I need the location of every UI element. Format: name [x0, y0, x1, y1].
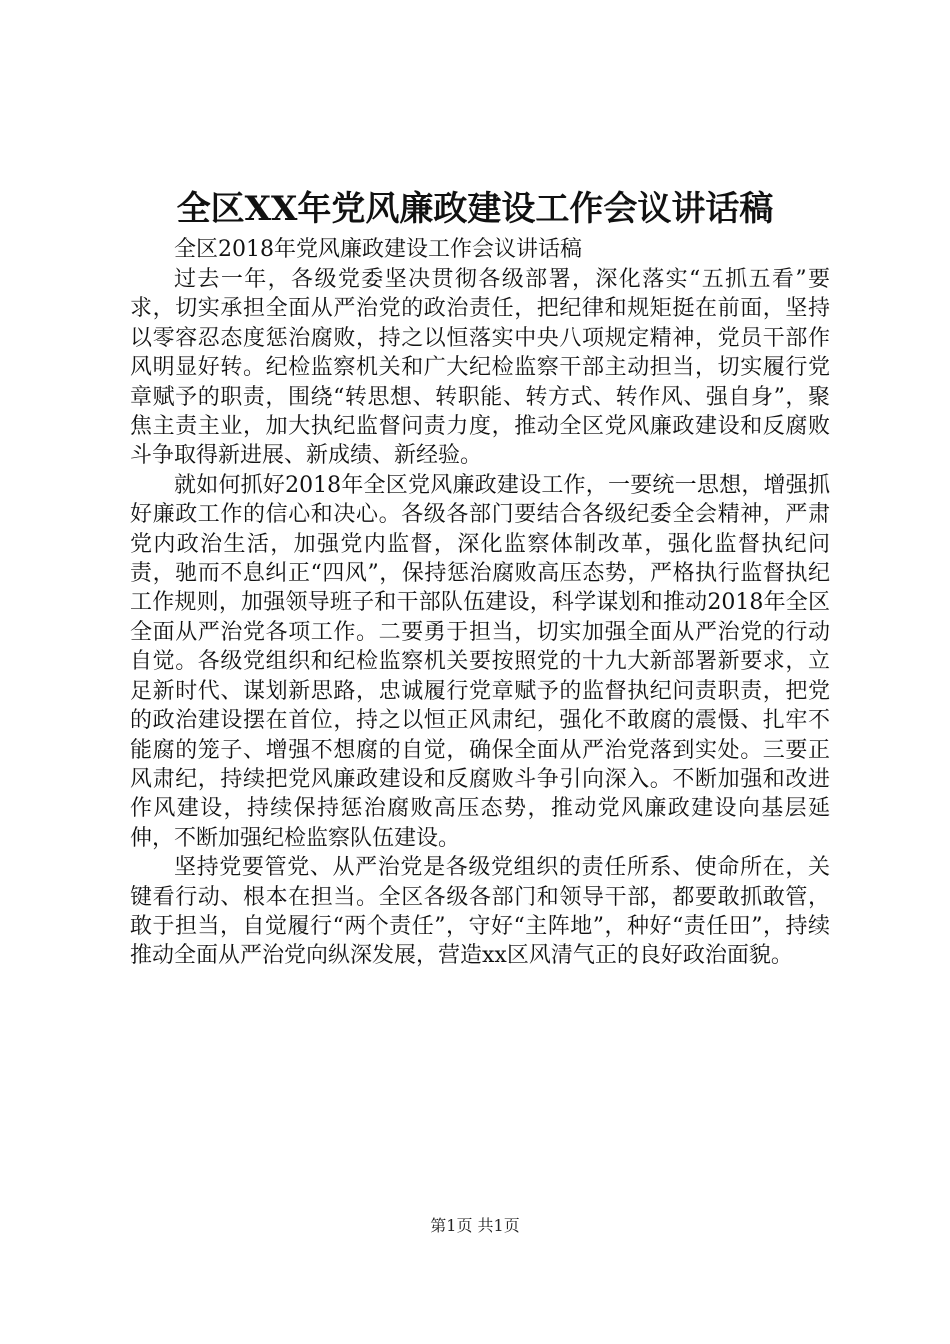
document-subtitle: 全区2018年党风廉政建设工作会议讲话稿	[174, 237, 582, 262]
document-body	[130, 234, 830, 971]
paragraph: 过去一年，各级党委坚决贯彻各级部署，深化落实“五抓五看”要求，切实承担全面从严治党的政治责任，把纪律和规矩挺在前面，坚持以零容忍态度惩治腐败，持之以恒落实中央八项规定精神，党员干部作风明显好转。纪检监察机关和广大纪检监察干部主动担当，切实履行党章赋予的职责，围绕“转思想、转职能、转方式、转作风、强自身”，聚焦主责主业，加大执纪监督问责力度，推动全区党风廉政建设和反腐败斗争取得新进展、新成绩、新经验。	[130, 267, 830, 469]
page-title: 全区XX年党风廉政建设工作会议讲话稿	[176, 189, 774, 229]
paragraph: 就如何抓好2018年全区党风廉政建设工作，一要统一思想，增强抓好廉政工作的信心和决心。各级各部门要结合各级纪委全会精神，严肃党内政治生活，加强党内监督，深化监察体制改革，强化监督执纪问责，驰而不息纠正“四风”，保持惩治腐败高压态势，严格执行监督执纪工作规则，加强领导班子和干部队伍建设，科学谋划和推动2018年全区全面从严治党各项工作。二要勇于担当，切实加强全面从严治党的行动自觉。各级党组织和纪检监察机关要按照党的十九大新部署新要求，立足新时代、谋划新思路，忠诚履行党章赋予的监督执纪问责职责，把党的政治建设摆在首位，持之以恒正风肃纪，强化不敢腐的震慑、扎牢不能腐的笼子、增强不想腐的自觉，确保全面从严治党落到实处。三要正风肃纪，持续把党风廉政建设和反腐败斗争引向深入。不断加强和改进作风建设，持续保持惩治腐败高压态势，推动党风廉政建设向基层延伸，不断加强纪检监察队伍建设。	[130, 472, 830, 851]
page-footer: 第1页 共1页	[430, 1216, 520, 1235]
paragraph: 坚持党要管党、从严治党是各级党组织的责任所系、使命所在，关键看行动、根本在担当。全区各级各部门和领导干部，都要敢抓敢管，敢于担当，自觉履行“两个责任”，守好“主阵地”，种好“责任田”，持续推动全面从严治党向纵深发展，营造xx区风清气正的良好政治面貌。	[130, 855, 830, 969]
